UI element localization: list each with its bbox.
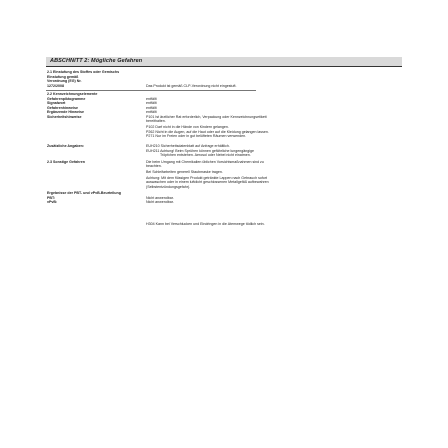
additional-line: EUH210 Sicherheitsdatenblatt auf Anfrage erhältlich. — [146, 144, 230, 148]
value-pictograms: entfällt — [146, 96, 157, 101]
value-hazard-statements: entfällt — [146, 105, 157, 110]
sub23-line: Die beim Umgang mit Chemikalien üblichen Vorsichtsmaßnahmen sind zu — [146, 159, 264, 164]
footnote-h304: H304 Kann bei Verschlucken und Eindringen in die Atemwege tödlich sein. — [146, 222, 265, 226]
sub23-line: (Selbstentzündungsgefahr). — [146, 184, 191, 189]
label-supplementary: Ergänzende Hinweise — [47, 110, 84, 114]
sub23-label: 2.3 Sonstige Gefahren — [47, 159, 85, 164]
safety-line: P271 Nur im Freien oder in gut belüfteten Räumen verwenden. — [146, 134, 247, 138]
value-vpvb: Nicht anwendbar. — [146, 200, 174, 204]
sub21-heading-2: Einstufung gemäß — [47, 74, 79, 79]
sub21-heading-3: Verordnung (EG) Nr. — [47, 79, 82, 83]
section-header — [46, 57, 402, 67]
safety-line: P262 Nicht in die Augen, auf die Haut oder auf die Kleidung gelangen lassen. — [146, 129, 269, 134]
label-additional: Zusätzliche Angaben: — [47, 144, 85, 148]
label-vpvb: vPvB: — [47, 200, 58, 204]
sub23-line: Achtung: Mit dem flüssigen Produkt getränkte Lappen nach Gebrauch sofort — [146, 175, 268, 180]
sub23-line: auswaschen oder in einem luftdicht geschlossenen Metallgefäß aufbewahren — [146, 180, 269, 184]
value-signal-word: entfällt — [146, 101, 157, 105]
safety-line: P102 Darf nicht in die Hände von Kindern gelangen. — [146, 124, 229, 129]
divider — [46, 90, 256, 91]
safety-line: P101 Ist ärztlicher Rat erforderlich, Verpackung oder Kennzeichnungsetikett — [146, 114, 267, 119]
sub23-line: beachten. — [146, 164, 162, 168]
label-signal-word: Signalwort — [47, 101, 66, 105]
sub21-heading-4: 1272/2008 — [47, 83, 64, 88]
value-supplementary: entfällt — [146, 110, 157, 114]
value-pbt: Nicht anwendbar. — [146, 195, 174, 200]
label-hazard-statements: Gefahrenhinweise — [47, 105, 78, 110]
additional-line: EUH211 Achtung! Beim Sprühen können gefährliche lungengängige — [146, 148, 255, 153]
sub21-value: Das Produkt ist gemäß CLP-Verordnung nicht eingestuft. — [146, 83, 237, 88]
sub22-heading: 2.2 Kennzeichnungselemente — [47, 92, 98, 96]
sub23-line: Bei Schleifarbeiten generell Staubmaske tragen. — [146, 170, 223, 174]
safety-line: bereithalten. — [146, 119, 166, 123]
label-pbt: PBT: — [47, 195, 55, 200]
label-pictograms: Gefahrenpiktogramme — [47, 96, 86, 101]
section-title: ABSCHNITT 2: Mögliche Gefahren — [50, 58, 143, 64]
pbt-heading: Ergebnisse der PBT- und vPvB-Beurteilung — [47, 191, 121, 195]
additional-line: Tröpfchen entstehen. Aerosol oder Nebel nicht einatmen. — [160, 153, 251, 157]
sub21-heading: 2.1 Einstufung des Stoffes oder Gemischs — [47, 70, 120, 74]
label-safety: Sicherheitshinweise — [47, 114, 82, 119]
